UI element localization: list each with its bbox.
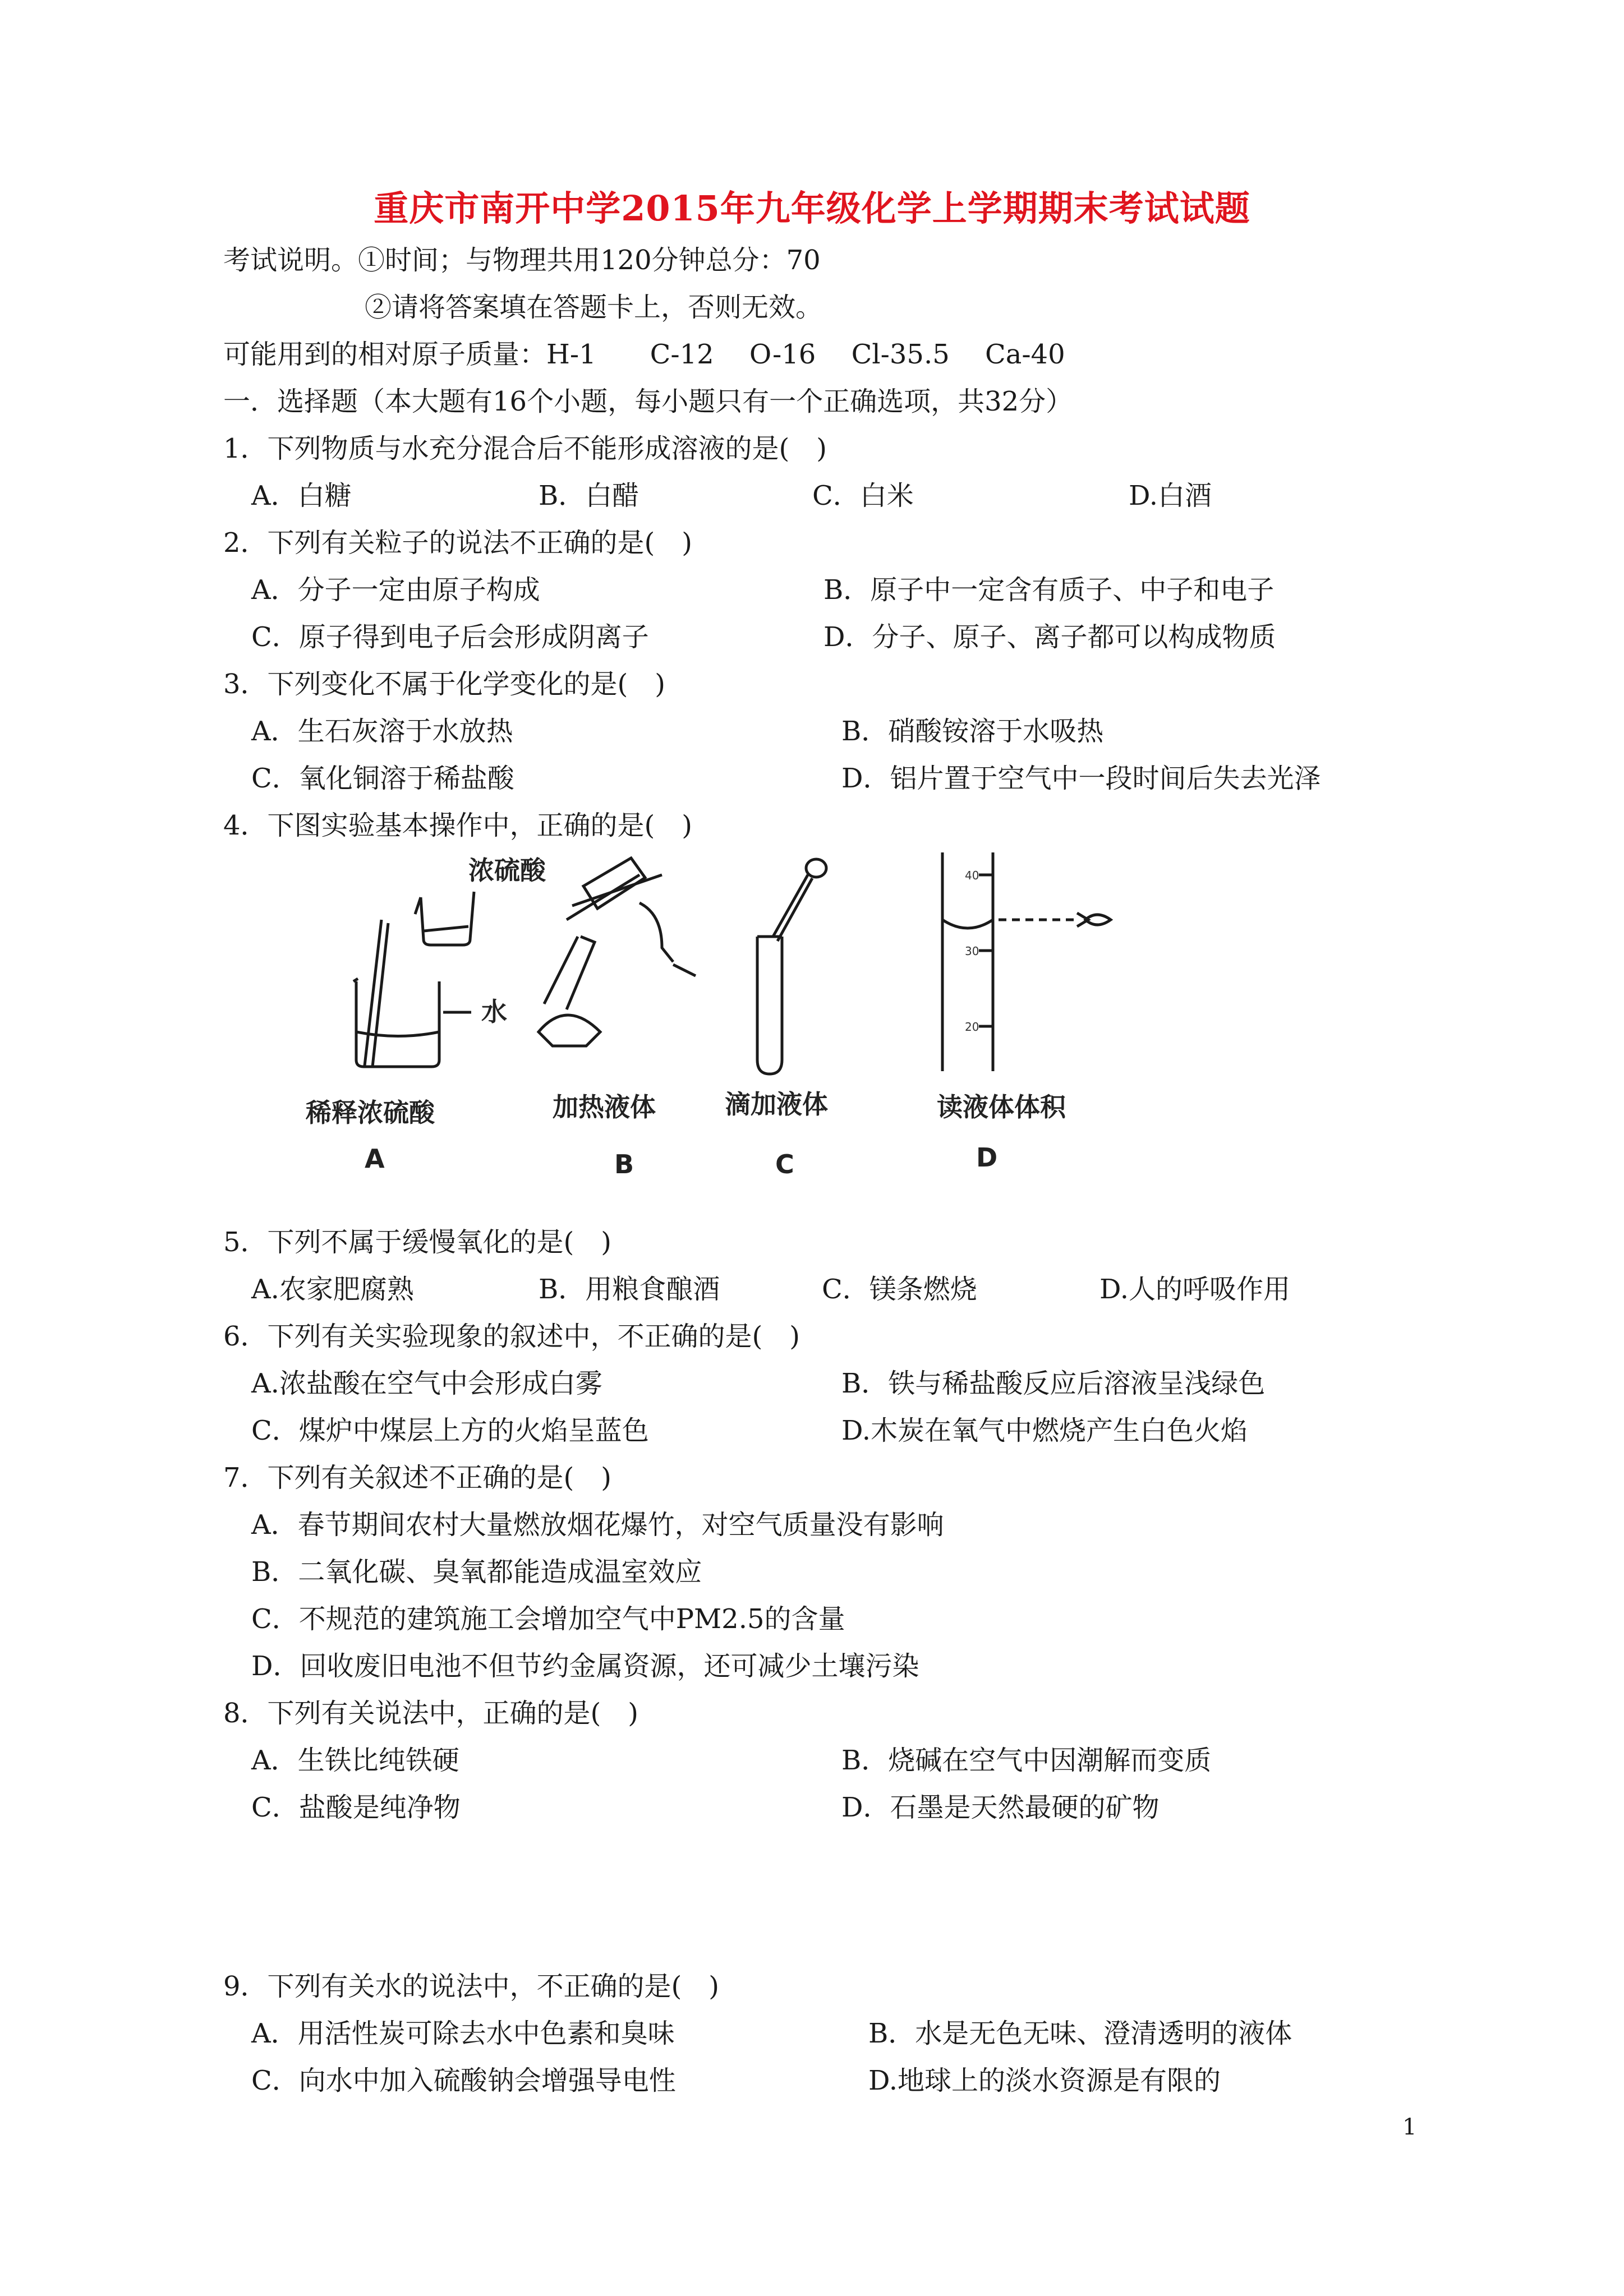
option-b: B．水是无色无味、澄清透明的液体 bbox=[868, 2018, 1292, 2049]
option-d: D．石墨是天然最硬的矿物 bbox=[841, 1792, 1160, 1823]
option-d: D．分子、原子、离子都可以构成物质 bbox=[823, 621, 1276, 653]
option-b: B．原子中一定含有质子、中子和电子 bbox=[823, 574, 1275, 606]
question-1-stem: 1．下列物质与水充分混合后不能形成溶液的是( ) bbox=[223, 433, 827, 464]
question-6-stem: 6．下列有关实验现象的叙述中，不正确的是( ) bbox=[223, 1321, 800, 1352]
option-d: D.白酒 bbox=[1129, 480, 1212, 511]
tick-30: 30 bbox=[965, 944, 979, 958]
option-d: D.木炭在氧气中燃烧产生白色火焰 bbox=[841, 1415, 1248, 1446]
figure-a-beaker bbox=[353, 892, 474, 1067]
caption-a: 稀释浓硫酸 bbox=[306, 1098, 435, 1128]
question-7-stem: 7．下列有关叙述不正确的是( ) bbox=[223, 1462, 611, 1493]
figure-b-heating bbox=[539, 858, 696, 1046]
exam-instructions-line1: 考试说明。①时间；与物理共用120分钟总分：70 bbox=[223, 245, 821, 276]
letter-a: A bbox=[365, 1144, 385, 1174]
question-2-stem: 2．下列有关粒子的说法不正确的是( ) bbox=[223, 527, 692, 559]
option-a: A．用活性炭可除去水中色素和臭味 bbox=[251, 2018, 675, 2049]
section-heading: 一．选择题（本大题有16个小题，每小题只有一个正确选项，共32分） bbox=[223, 386, 1073, 417]
exam-instructions-line2: ②请将答案填在答题卡上，否则无效。 bbox=[365, 292, 823, 323]
label-concentrated-acid: 浓硫酸 bbox=[468, 855, 546, 886]
question-9-stem: 9．下列有关水的说法中，不正确的是( ) bbox=[223, 1971, 719, 2002]
option-d: D.人的呼吸作用 bbox=[1099, 1274, 1291, 1305]
caption-d: 读液体体积 bbox=[937, 1092, 1066, 1122]
figure-c-dropping bbox=[757, 859, 826, 1074]
option-a: A．分子一定由原子构成 bbox=[251, 574, 540, 606]
option-c: C．镁条燃烧 bbox=[822, 1274, 977, 1305]
option-d: D．回收废旧电池不但节约金属资源，还可减少土壤污染 bbox=[251, 1650, 919, 1682]
question-8-stem: 8．下列有关说法中，正确的是( ) bbox=[223, 1698, 638, 1729]
option-b: B．用粮食酿酒 bbox=[539, 1274, 720, 1305]
page-number: 1 bbox=[1402, 2114, 1417, 2140]
option-a: A．生石灰溶于水放热 bbox=[251, 716, 513, 747]
option-d: D.地球上的淡水资源是有限的 bbox=[868, 2065, 1221, 2096]
option-a: A．春节期间农村大量燃放烟花爆竹，对空气质量没有影响 bbox=[251, 1509, 944, 1541]
page-title: 重庆市南开中学2015年九年级化学上学期期末考试试题 bbox=[374, 188, 1250, 229]
option-c: C．原子得到电子后会形成阴离子 bbox=[251, 621, 649, 653]
letter-d: D bbox=[976, 1142, 998, 1173]
letter-b: B bbox=[614, 1149, 634, 1179]
caption-b: 加热液体 bbox=[553, 1092, 656, 1122]
option-b: B．烧碱在空气中因潮解而变质 bbox=[841, 1745, 1212, 1776]
option-a: A．白糖 bbox=[251, 480, 352, 511]
option-c: C．氧化铜溶于稀盐酸 bbox=[251, 763, 514, 794]
question-3-stem: 3．下列变化不属于化学变化的是( ) bbox=[223, 668, 665, 700]
tick-40: 40 bbox=[965, 869, 979, 882]
option-b: B．白醋 bbox=[539, 480, 640, 511]
lab-operations-figure bbox=[303, 852, 1290, 1200]
option-b: B．铁与稀盐酸反应后溶液呈浅绿色 bbox=[841, 1368, 1266, 1399]
caption-c: 滴加液体 bbox=[725, 1089, 828, 1119]
option-b: B．硝酸铵溶于水吸热 bbox=[841, 716, 1104, 747]
question-5-stem: 5．下列不属于缓慢氧化的是( ) bbox=[223, 1227, 611, 1258]
option-a: A.农家肥腐熟 bbox=[251, 1274, 414, 1305]
option-b: B．二氧化碳、臭氧都能造成温室效应 bbox=[251, 1556, 702, 1588]
option-d: D．铝片置于空气中一段时间后失去光泽 bbox=[841, 763, 1321, 794]
atomic-mass-line: 可能用到的相对原子质量：H-1 C-12 O-16 Cl-35.5 Ca-40 bbox=[223, 339, 1065, 370]
option-a: A．生铁比纯铁硬 bbox=[251, 1745, 459, 1776]
label-water: 水 bbox=[481, 997, 507, 1027]
option-a: A.浓盐酸在空气中会形成白雾 bbox=[251, 1368, 602, 1399]
question-4-stem: 4．下图实验基本操作中，正确的是( ) bbox=[223, 810, 692, 841]
tick-20: 20 bbox=[965, 1020, 979, 1034]
option-c: C．不规范的建筑施工会增加空气中PM2.5的含量 bbox=[251, 1603, 845, 1635]
option-c: C．白米 bbox=[812, 480, 914, 511]
option-c: C．煤炉中煤层上方的火焰呈蓝色 bbox=[251, 1415, 649, 1446]
figure-d-cylinder bbox=[942, 852, 1111, 1071]
option-c: C．向水中加入硫酸钠会增强导电性 bbox=[251, 2065, 676, 2096]
letter-c: C bbox=[775, 1149, 794, 1179]
option-c: C．盐酸是纯净物 bbox=[251, 1792, 461, 1823]
